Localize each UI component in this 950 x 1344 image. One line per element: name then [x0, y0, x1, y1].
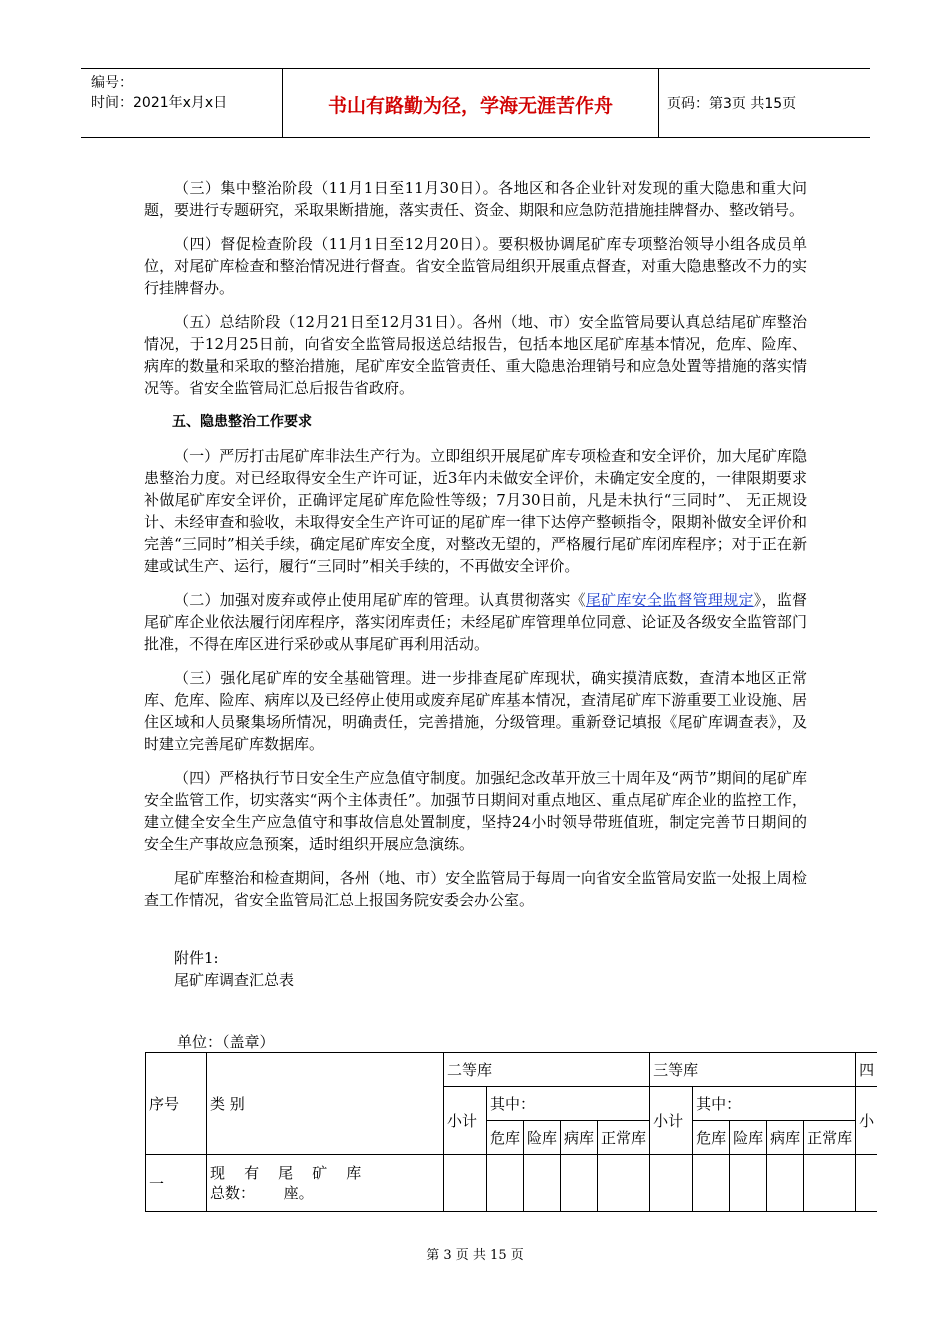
regulation-link[interactable]: 尾矿库安全监督管理规定: [585, 591, 754, 609]
row-type-line: 总数： 座。: [210, 1184, 314, 1202]
unit-label: 单位：（盖章）: [177, 1033, 275, 1051]
table-cell: [561, 1155, 598, 1212]
among-cell: 其中：: [693, 1087, 856, 1121]
header-page-number: 页码：第3页 共15页: [667, 96, 797, 112]
paragraph: （三）集中整治阶段（11月1日至11月30日）。各地区和各企业针对发现的重大隐患和重大问题，要进行专题研究，采取果断措施，落实责任、资金、期限和应急防范措施挂牌督办、整改销号。: [144, 179, 807, 219]
paragraph: [144, 589, 807, 655]
grade3-header: 三等库: [650, 1053, 856, 1087]
table-cell: [598, 1155, 650, 1212]
time-label: 时间：2021年x月x日: [91, 95, 228, 111]
sub-header: 危库: [487, 1121, 524, 1155]
table-cell: [856, 1155, 878, 1212]
sub-header: 危库: [693, 1121, 730, 1155]
table-cell: [767, 1155, 804, 1212]
sub-header: 正常库: [804, 1121, 856, 1155]
paragraph: （一）严厉打击尾矿库非法生产行为。立即组织开展尾矿库专项检查和安全评价，加大尾矿库隐患整治力度。对已经取得安全生产许可证，近3年内未做安全评价，未确定安全度的，一律限期要求补做尾矿库安全评价，正确评定尾矿库危险性等级；7月30日前，凡是未执行“三同时”、 无正规设计、未经审查和验收，未取得安全生产许可证的尾矿库一律下达停产整顿指令，限期补做安全评价和完善“三同时”相关手续，确定尾矿库安全度，对整改无望的，严格履行尾矿库闭库程序；对于正在新建或试生产、运行，履行“三同时”相关手续的，不再做安全评价。: [144, 447, 807, 575]
section-heading: 五、隐患整治工作要求: [172, 414, 312, 430]
subtotal-cell: 小计: [444, 1087, 487, 1155]
paragraph-text: 》，监督尾矿库企业依法履行闭库程序，落实闭库责任；未经尾矿库管理单位同意、论证及各级安全监管部门批准，不得在库区进行采砂或从事尾矿再利用活动。: [144, 591, 807, 653]
row-type: [207, 1155, 444, 1212]
table-cell: [693, 1155, 730, 1212]
among-cell: 其中：: [487, 1087, 650, 1121]
table-cell: [730, 1155, 767, 1212]
paragraph: （三）强化尾矿库的安全基础管理。进一步排查尾矿库现状，确实摸清底数，查清本地区正常库、危库、险库、病库以及已经停止使用或废弃尾矿库基本情况，查清尾矿库下游重要工业设施、居住区域和人员聚集场所情况，明确责任，完善措施，分级管理。重新登记填报《尾矿库调查表》，及时建立完善尾矿库数据库。: [144, 669, 807, 753]
header-motto: 书山有路勤为径，学海无涯苦作舟: [327, 95, 613, 117]
sub-header: 险库: [524, 1121, 561, 1155]
attachment-number: 附件1:: [174, 949, 219, 967]
document-body: [144, 177, 807, 991]
subtotal-cell: 小计: [650, 1087, 693, 1155]
sub-header: 病库: [561, 1121, 598, 1155]
page-header: [81, 68, 870, 138]
header-info: [91, 73, 281, 113]
sub-header: 病库: [767, 1121, 804, 1155]
paragraph: （四）督促检查阶段（11月1日至12月20日）。要积极协调尾矿库专项整治领导小组各成员单位，对尾矿库检查和整治情况进行督查。省安全监管局组织开展重点督查，对重大隐患整改不力的实行挂牌督办。: [144, 235, 807, 297]
subtotal-cell: 小: [856, 1087, 878, 1155]
paragraph: （五）总结阶段（12月21日至12月31日）。各州（地、市）安全监管局要认真总结尾矿库整治情况，于12月25日前，向省安全监管局报送总结报告，包括本地区尾矿库基本情况，危库、险库、病库的数量和采取的整治措施，尾矿库安全监管责任、重大隐患治理销号和应急处置等措施的落实情况等。省安全监管局汇总后报告省政府。: [144, 313, 807, 397]
paragraph: （四）严格执行节日安全生产应急值守制度。加强纪念改革开放三十周年及“两节”期间的尾矿库安全监管工作，切实落实“两个主体责任”。加强节日期间对重点地区、重点尾矿库企业的监控工作，建立健全安全生产应急值守和事故信息处置制度，坚持24小时领导带班值班，制定完善节日期间的安全生产事故应急预案，适时组织开展应急演练。: [144, 769, 807, 853]
grade4-header: 四: [856, 1053, 878, 1087]
table-cell: [487, 1155, 524, 1212]
table-cell: [650, 1155, 693, 1212]
table-cell: [804, 1155, 856, 1212]
col-header-no: 序号: [146, 1053, 207, 1155]
grade2-header: 二等库: [444, 1053, 650, 1087]
table-cell: [524, 1155, 561, 1212]
page-footer: 第 3 页 共 15 页: [426, 1248, 524, 1263]
table-cell: [444, 1155, 487, 1212]
sub-header: 险库: [730, 1121, 767, 1155]
sub-header: 正常库: [598, 1121, 650, 1155]
paragraph: 尾矿库整治和检查期间，各州（地、市）安全监管局于每周一向省安全监管局安监一处报上周检查工作情况，省安全监管局汇总上报国务院安委会办公室。: [144, 869, 807, 909]
row-no: 一: [146, 1155, 207, 1212]
col-header-type: 类 别: [207, 1053, 444, 1155]
paragraph-text: （二）加强对废弃或停止使用尾矿库的管理。认真贯彻落实《: [174, 591, 586, 609]
attachment-title: 尾矿库调查汇总表: [174, 971, 295, 989]
code-label: 编号：: [91, 75, 133, 91]
header-divider: [658, 69, 659, 137]
row-type-line: 现 有 尾 矿 库: [210, 1164, 362, 1182]
survey-table: [145, 1052, 877, 1212]
